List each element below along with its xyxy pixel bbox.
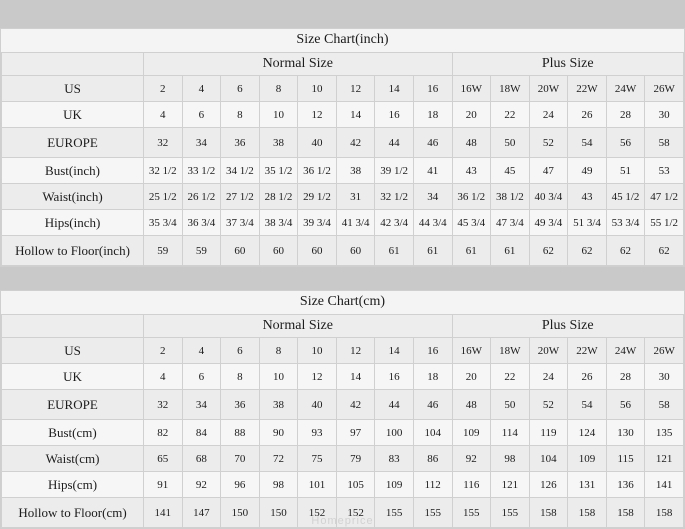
cell: 121 (491, 472, 530, 498)
cell: 86 (413, 446, 452, 472)
cell: 155 (375, 498, 414, 528)
group-header-corner (2, 53, 144, 76)
cell: 30 (645, 364, 684, 390)
cell: 16 (375, 364, 414, 390)
cell: 150 (259, 498, 298, 528)
cell: 35 1/2 (259, 158, 298, 184)
table-group-header-row (2, 315, 684, 338)
cell: 20 (452, 364, 491, 390)
cell: 34 (413, 184, 452, 210)
cell: 61 (491, 236, 530, 266)
cell: 14 (375, 76, 414, 102)
cell: 46 (413, 128, 452, 158)
cell: 46 (413, 390, 452, 420)
cell: 28 (606, 102, 645, 128)
cell: 44 (375, 390, 414, 420)
cell: 88 (221, 420, 260, 446)
table-row (2, 184, 684, 210)
cell: 126 (529, 472, 568, 498)
cell: 12 (336, 338, 375, 364)
cell: 28 (606, 364, 645, 390)
table-row (2, 158, 684, 184)
chart-title-inch: Size Chart(inch) (296, 32, 389, 47)
size-table-cm (1, 314, 684, 528)
cell: 20W (529, 338, 568, 364)
cell: 22 (491, 102, 530, 128)
cell: 32 1/2 (144, 158, 183, 184)
cell: 30 (645, 102, 684, 128)
row-label: UK (2, 364, 144, 390)
cell: 91 (144, 472, 183, 498)
cell: 45 (491, 158, 530, 184)
cell: 158 (568, 498, 607, 528)
row-label: EUROPE (2, 128, 144, 158)
cell: 6 (182, 364, 221, 390)
cell: 6 (221, 76, 260, 102)
table-row (2, 338, 684, 364)
row-label: Hips(inch) (2, 210, 144, 236)
cell: 100 (375, 420, 414, 446)
size-table-inch (1, 52, 684, 266)
cell: 4 (144, 364, 183, 390)
cell: 75 (298, 446, 337, 472)
table-row (2, 102, 684, 128)
cell: 34 1/2 (221, 158, 260, 184)
cell: 38 3/4 (259, 210, 298, 236)
cell: 35 3/4 (144, 210, 183, 236)
cell: 6 (182, 102, 221, 128)
cell: 56 (606, 390, 645, 420)
cell: 158 (645, 498, 684, 528)
cell: 60 (336, 236, 375, 266)
cell: 16W (452, 338, 491, 364)
cell: 2 (144, 338, 183, 364)
cell: 14 (375, 338, 414, 364)
cell: 8 (259, 76, 298, 102)
cell: 62 (529, 236, 568, 266)
cell: 24 (529, 364, 568, 390)
row-label: UK (2, 102, 144, 128)
cell: 70 (221, 446, 260, 472)
cell: 16 (413, 76, 452, 102)
cell: 48 (452, 128, 491, 158)
table-row (2, 76, 684, 102)
row-label: Bust(inch) (2, 158, 144, 184)
table-group-header-row (2, 53, 684, 76)
cell: 59 (144, 236, 183, 266)
cell: 147 (182, 498, 221, 528)
cell: 20 (452, 102, 491, 128)
cell: 36 (221, 128, 260, 158)
cell: 150 (221, 498, 260, 528)
cell: 112 (413, 472, 452, 498)
row-label: Hollow to Floor(cm) (2, 498, 144, 528)
cell: 32 (144, 128, 183, 158)
cell: 24W (606, 338, 645, 364)
cell: 18W (491, 338, 530, 364)
cell: 42 (336, 390, 375, 420)
cell: 90 (259, 420, 298, 446)
cell: 61 (375, 236, 414, 266)
cell: 135 (645, 420, 684, 446)
cell: 60 (221, 236, 260, 266)
cell: 34 (182, 390, 221, 420)
cell: 22 (491, 364, 530, 390)
cell: 82 (144, 420, 183, 446)
cell: 16W (452, 76, 491, 102)
cell: 101 (298, 472, 337, 498)
cell: 26 1/2 (182, 184, 221, 210)
cell: 104 (529, 446, 568, 472)
cell: 114 (491, 420, 530, 446)
cell: 54 (568, 128, 607, 158)
cell: 12 (298, 364, 337, 390)
cell: 26 (568, 364, 607, 390)
cell: 53 (645, 158, 684, 184)
cell: 51 3/4 (568, 210, 607, 236)
cell: 62 (606, 236, 645, 266)
cell: 20W (529, 76, 568, 102)
row-label: Hips(cm) (2, 472, 144, 498)
cell: 39 1/2 (375, 158, 414, 184)
cell: 121 (645, 446, 684, 472)
cell: 6 (221, 338, 260, 364)
cell: 36 (221, 390, 260, 420)
cell: 18 (413, 102, 452, 128)
cell: 52 (529, 128, 568, 158)
table-row (2, 364, 684, 390)
cell: 60 (259, 236, 298, 266)
cell: 60 (298, 236, 337, 266)
cell: 93 (298, 420, 337, 446)
cell: 84 (182, 420, 221, 446)
row-label: Waist(cm) (2, 446, 144, 472)
cell: 109 (568, 446, 607, 472)
cell: 10 (298, 338, 337, 364)
cell: 72 (259, 446, 298, 472)
row-label: Bust(cm) (2, 420, 144, 446)
group-header-normal: Normal Size (144, 53, 453, 76)
cell: 40 (298, 390, 337, 420)
cell: 155 (413, 498, 452, 528)
cell: 92 (452, 446, 491, 472)
cell: 42 3/4 (375, 210, 414, 236)
cell: 45 1/2 (606, 184, 645, 210)
cell: 10 (259, 102, 298, 128)
table-row (2, 420, 684, 446)
cell: 105 (336, 472, 375, 498)
cell: 48 (452, 390, 491, 420)
cell: 98 (259, 472, 298, 498)
cell: 124 (568, 420, 607, 446)
cell: 54 (568, 390, 607, 420)
cell: 36 1/2 (452, 184, 491, 210)
cell: 18 (413, 364, 452, 390)
cell: 36 3/4 (182, 210, 221, 236)
cell: 47 (529, 158, 568, 184)
group-header-normal: Normal Size (144, 315, 453, 338)
cell: 8 (259, 338, 298, 364)
cell: 29 1/2 (298, 184, 337, 210)
cell: 28 1/2 (259, 184, 298, 210)
cell: 53 3/4 (606, 210, 645, 236)
table-row (2, 498, 684, 528)
table-row (2, 472, 684, 498)
cell: 136 (606, 472, 645, 498)
cell: 43 (568, 184, 607, 210)
cell: 152 (336, 498, 375, 528)
cell: 109 (452, 420, 491, 446)
cell: 44 (375, 128, 414, 158)
cell: 45 3/4 (452, 210, 491, 236)
cell: 4 (182, 338, 221, 364)
cell: 104 (413, 420, 452, 446)
cell: 116 (452, 472, 491, 498)
cell: 52 (529, 390, 568, 420)
cell: 41 3/4 (336, 210, 375, 236)
cell: 8 (221, 364, 260, 390)
cell: 155 (491, 498, 530, 528)
cell: 10 (298, 76, 337, 102)
cell: 130 (606, 420, 645, 446)
cell: 141 (645, 472, 684, 498)
cell: 2 (144, 76, 183, 102)
cell: 119 (529, 420, 568, 446)
cell: 158 (529, 498, 568, 528)
cell: 68 (182, 446, 221, 472)
row-label: EUROPE (2, 390, 144, 420)
cell: 42 (336, 128, 375, 158)
cell: 62 (645, 236, 684, 266)
cell: 39 3/4 (298, 210, 337, 236)
cell: 18W (491, 76, 530, 102)
cell: 98 (491, 446, 530, 472)
table-row (2, 390, 684, 420)
cell: 37 3/4 (221, 210, 260, 236)
cell: 49 (568, 158, 607, 184)
cell: 27 1/2 (221, 184, 260, 210)
cell: 61 (413, 236, 452, 266)
chart-title-cm: Size Chart(cm) (299, 294, 386, 309)
table-row (2, 128, 684, 158)
size-chart-cm (0, 290, 685, 529)
cell: 61 (452, 236, 491, 266)
cell: 26W (645, 76, 684, 102)
cell: 83 (375, 446, 414, 472)
cell: 92 (182, 472, 221, 498)
group-header-corner (2, 315, 144, 338)
cell: 22W (568, 338, 607, 364)
cell: 22W (568, 76, 607, 102)
row-label: Waist(inch) (2, 184, 144, 210)
cell: 152 (298, 498, 337, 528)
cell: 79 (336, 446, 375, 472)
cell: 36 1/2 (298, 158, 337, 184)
cell: 44 3/4 (413, 210, 452, 236)
cell: 34 (182, 128, 221, 158)
group-header-plus: Plus Size (452, 315, 684, 338)
cell: 47 1/2 (645, 184, 684, 210)
cell: 51 (606, 158, 645, 184)
cell: 58 (645, 128, 684, 158)
cell: 12 (336, 76, 375, 102)
cell: 24 (529, 102, 568, 128)
watermark: Homeprice (311, 515, 374, 527)
cell: 141 (144, 498, 183, 528)
cell: 32 (144, 390, 183, 420)
group-header-plus: Plus Size (452, 53, 684, 76)
cell: 131 (568, 472, 607, 498)
cell: 38 (336, 158, 375, 184)
cell: 16 (413, 338, 452, 364)
cell: 50 (491, 390, 530, 420)
cell: 38 1/2 (491, 184, 530, 210)
cell: 25 1/2 (144, 184, 183, 210)
cell: 32 1/2 (375, 184, 414, 210)
cell: 58 (645, 390, 684, 420)
cell: 4 (182, 76, 221, 102)
cell: 49 3/4 (529, 210, 568, 236)
cell: 59 (182, 236, 221, 266)
cell: 24W (606, 76, 645, 102)
cell: 38 (259, 390, 298, 420)
row-label: US (2, 338, 144, 364)
cell: 10 (259, 364, 298, 390)
cell: 12 (298, 102, 337, 128)
cell: 65 (144, 446, 183, 472)
cell: 41 (413, 158, 452, 184)
cell: 96 (221, 472, 260, 498)
cell: 8 (221, 102, 260, 128)
row-label: US (2, 76, 144, 102)
cell: 26W (645, 338, 684, 364)
cell: 109 (375, 472, 414, 498)
cell: 62 (568, 236, 607, 266)
table-row (2, 446, 684, 472)
cell: 155 (452, 498, 491, 528)
cell: 40 3/4 (529, 184, 568, 210)
cell: 4 (144, 102, 183, 128)
cell: 56 (606, 128, 645, 158)
cell: 31 (336, 184, 375, 210)
cell: 97 (336, 420, 375, 446)
cell: 50 (491, 128, 530, 158)
cell: 43 (452, 158, 491, 184)
cell: 55 1/2 (645, 210, 684, 236)
cell: 47 3/4 (491, 210, 530, 236)
cell: 38 (259, 128, 298, 158)
cell: 33 1/2 (182, 158, 221, 184)
cell: 26 (568, 102, 607, 128)
table-row (2, 210, 684, 236)
top-spacer (0, 0, 685, 5)
cell: 14 (336, 102, 375, 128)
cell: 158 (606, 498, 645, 528)
cell: 40 (298, 128, 337, 158)
row-label: Hollow to Floor(inch) (2, 236, 144, 266)
cell: 16 (375, 102, 414, 128)
table-row (2, 236, 684, 266)
size-chart-inch (0, 28, 685, 267)
cell: 14 (336, 364, 375, 390)
cell: 115 (606, 446, 645, 472)
